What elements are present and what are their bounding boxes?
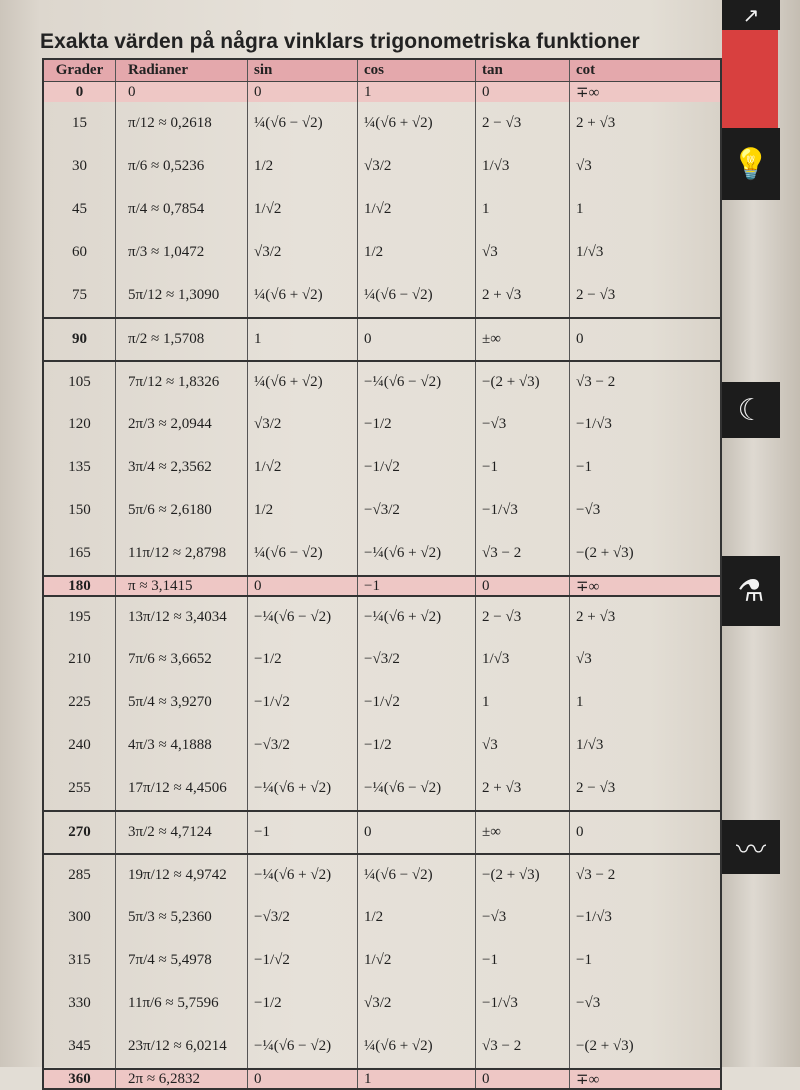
lightbulb-icon: 💡 — [722, 128, 780, 200]
cell-sin: −√3/2 — [248, 896, 358, 939]
header-cot: cot — [576, 62, 596, 78]
cell-sin: −1/√2 — [248, 681, 358, 724]
cell-deg: 180 — [44, 577, 116, 595]
cell-deg: 225 — [44, 681, 116, 724]
cell-cot: −√3 — [576, 995, 601, 1011]
cell-cos: 0 — [358, 319, 476, 360]
cell-cot: √3 − 2 — [576, 374, 616, 390]
table-row — [44, 360, 720, 403]
cell-deg: 360 — [44, 1070, 116, 1088]
cell-sin: ¼(√6 + √2) — [248, 362, 358, 403]
cell-rad: 11π/6 ≈ 5,7596 — [116, 982, 248, 1025]
table-row — [44, 767, 720, 810]
cell-rad: 5π/4 ≈ 3,9270 — [116, 681, 248, 724]
cell-tan: ±∞ — [476, 319, 570, 360]
header-cos: cos — [358, 60, 476, 81]
table-row — [44, 638, 720, 681]
cell-cos: √3/2 — [358, 145, 476, 188]
table-row — [44, 102, 720, 145]
table-row — [44, 489, 720, 532]
header-tan: tan — [476, 60, 570, 81]
cell-sin: 1/2 — [248, 145, 358, 188]
cell-sin: √3/2 — [248, 403, 358, 446]
cell-cot: √3 − 2 — [576, 867, 616, 883]
cell-rad: 7π/12 ≈ 1,8326 — [116, 362, 248, 403]
cell-tan: −√3 — [476, 403, 570, 446]
header-sin: sin — [248, 60, 358, 81]
table-row — [44, 188, 720, 231]
cell-deg: 195 — [44, 597, 116, 638]
cell-rad: 2π/3 ≈ 2,0944 — [116, 403, 248, 446]
cell-sin: √3/2 — [248, 231, 358, 274]
cell-tan: √3 − 2 — [476, 532, 570, 575]
cell-tan: −√3 — [476, 896, 570, 939]
table-row — [44, 595, 720, 638]
cell-rad: 19π/12 ≈ 4,9742 — [116, 855, 248, 896]
header-radians: Radianer — [116, 60, 248, 81]
cell-cos: 0 — [358, 812, 476, 853]
cell-deg: 90 — [44, 319, 116, 360]
cell-cot: −1/√3 — [576, 416, 612, 432]
cell-rad: π/3 ≈ 1,0472 — [116, 231, 248, 274]
cell-sin: −1/√2 — [248, 939, 358, 982]
cell-cos: −1/2 — [358, 403, 476, 446]
cell-tan: 2 + √3 — [476, 767, 570, 810]
table-row — [44, 403, 720, 446]
cell-cot: ∓∞ — [576, 1071, 600, 1088]
table-row — [44, 982, 720, 1025]
cell-cot: −1 — [576, 952, 592, 968]
cell-tan: −(2 + √3) — [476, 855, 570, 896]
cell-rad: 3π/4 ≈ 2,3562 — [116, 446, 248, 489]
cell-rad: 4π/3 ≈ 4,1888 — [116, 724, 248, 767]
cell-sin: ¼(√6 − √2) — [248, 532, 358, 575]
cell-cos: ¼(√6 + √2) — [358, 1025, 476, 1068]
cell-cot: −(2 + √3) — [576, 1038, 634, 1054]
cell-tan: 2 + √3 — [476, 274, 570, 317]
cell-sin: −√3/2 — [248, 724, 358, 767]
cell-cot: √3 — [576, 158, 592, 174]
cell-deg: 345 — [44, 1025, 116, 1068]
cell-cos: ¼(√6 − √2) — [358, 274, 476, 317]
cell-cot: √3 — [576, 651, 592, 667]
cell-deg: 45 — [44, 188, 116, 231]
cell-deg: 240 — [44, 724, 116, 767]
cell-tan: −1/√3 — [476, 489, 570, 532]
cell-cot: −1/√3 — [576, 909, 612, 925]
table-row — [44, 532, 720, 575]
table-row — [44, 446, 720, 489]
cell-rad: 17π/12 ≈ 4,4506 — [116, 767, 248, 810]
cell-sin: 1/√2 — [248, 446, 358, 489]
cell-rad: 5π/3 ≈ 5,2360 — [116, 896, 248, 939]
cell-cos: −¼(√6 + √2) — [358, 532, 476, 575]
cell-cos: −1/2 — [358, 724, 476, 767]
cell-cos: −¼(√6 − √2) — [358, 767, 476, 810]
cell-cot: 2 − √3 — [576, 780, 616, 796]
cell-sin: 0 — [248, 1070, 358, 1088]
table-header-row — [44, 60, 720, 82]
cell-cot: −√3 — [576, 502, 601, 518]
cell-rad: 5π/6 ≈ 2,6180 — [116, 489, 248, 532]
cell-cot: 2 + √3 — [576, 609, 616, 625]
cell-sin: ¼(√6 − √2) — [248, 102, 358, 145]
cell-tan: 2 − √3 — [476, 597, 570, 638]
cell-tan: −1 — [476, 446, 570, 489]
cell-deg: 120 — [44, 403, 116, 446]
cell-sin: −1/2 — [248, 638, 358, 681]
cell-deg: 75 — [44, 274, 116, 317]
cell-tan: 0 — [476, 82, 570, 102]
cell-cos: 1/√2 — [358, 939, 476, 982]
cell-deg: 270 — [44, 812, 116, 853]
cell-cos: −1/√2 — [358, 446, 476, 489]
cell-cot: 2 − √3 — [576, 287, 616, 303]
cell-cot: −(2 + √3) — [576, 545, 634, 561]
cell-sin: 1 — [248, 319, 358, 360]
cell-cos: −¼(√6 − √2) — [358, 362, 476, 403]
cell-tan: 1/√3 — [476, 638, 570, 681]
cell-rad: π/2 ≈ 1,5708 — [116, 319, 248, 360]
fish-icon: 〰 — [722, 820, 780, 874]
cell-deg: 60 — [44, 231, 116, 274]
cell-tan: 0 — [476, 577, 570, 595]
cell-cot: ∓∞ — [576, 84, 600, 101]
cell-deg: 210 — [44, 638, 116, 681]
cell-cot: 0 — [576, 824, 584, 840]
cell-rad: π ≈ 3,1415 — [116, 577, 248, 595]
cell-deg: 255 — [44, 767, 116, 810]
cell-sin: −1 — [248, 812, 358, 853]
cell-rad: 2π ≈ 6,2832 — [116, 1070, 248, 1088]
cell-rad: 0 — [116, 82, 248, 102]
cell-cot: 1 — [576, 694, 584, 710]
cell-rad: 7π/4 ≈ 5,4978 — [116, 939, 248, 982]
cell-cos: √3/2 — [358, 982, 476, 1025]
header-degrees: Grader — [44, 60, 116, 81]
cell-cos: 1/2 — [358, 231, 476, 274]
cell-tan: √3 − 2 — [476, 1025, 570, 1068]
cell-cot: 2 + √3 — [576, 115, 616, 131]
table-row — [44, 1068, 720, 1088]
table-row — [44, 810, 720, 853]
cell-rad: π/6 ≈ 0,5236 — [116, 145, 248, 188]
table-row — [44, 853, 720, 896]
cell-rad: 3π/2 ≈ 4,7124 — [116, 812, 248, 853]
cell-cos: 1 — [358, 1070, 476, 1088]
cell-sin: −¼(√6 − √2) — [248, 1025, 358, 1068]
cell-tan: √3 — [476, 724, 570, 767]
cell-cos: −¼(√6 + √2) — [358, 597, 476, 638]
cell-rad: π/4 ≈ 0,7854 — [116, 188, 248, 231]
table-row — [44, 939, 720, 982]
cell-deg: 300 — [44, 896, 116, 939]
cell-tan: 0 — [476, 1070, 570, 1088]
cell-cos: 1/√2 — [358, 188, 476, 231]
cell-tan: 1/√3 — [476, 145, 570, 188]
cell-cot: 1 — [576, 201, 584, 217]
cell-deg: 135 — [44, 446, 116, 489]
graph-icon: ↗ — [722, 0, 780, 30]
table-row — [44, 231, 720, 274]
cell-cos: 1 — [358, 82, 476, 102]
cell-deg: 330 — [44, 982, 116, 1025]
cell-tan: −(2 + √3) — [476, 362, 570, 403]
table-row — [44, 896, 720, 939]
cell-cos: −1 — [358, 577, 476, 595]
table-row — [44, 82, 720, 102]
cell-sin: −¼(√6 − √2) — [248, 597, 358, 638]
flask-icon: ⚗ — [722, 556, 780, 626]
cell-sin: −1/2 — [248, 982, 358, 1025]
cell-sin: 0 — [248, 82, 358, 102]
table-row — [44, 145, 720, 188]
cell-cos: ¼(√6 + √2) — [358, 102, 476, 145]
cell-sin: −¼(√6 + √2) — [248, 767, 358, 810]
cell-deg: 150 — [44, 489, 116, 532]
cell-tan: 1 — [476, 188, 570, 231]
cell-rad: 11π/12 ≈ 2,8798 — [116, 532, 248, 575]
cell-deg: 315 — [44, 939, 116, 982]
cell-rad: 7π/6 ≈ 3,6652 — [116, 638, 248, 681]
cell-rad: π/12 ≈ 0,2618 — [116, 102, 248, 145]
trig-values-table — [42, 58, 722, 1090]
cell-cos: −√3/2 — [358, 489, 476, 532]
cell-rad: 5π/12 ≈ 1,3090 — [116, 274, 248, 317]
cell-tan: −1 — [476, 939, 570, 982]
table-row — [44, 681, 720, 724]
cell-deg: 15 — [44, 102, 116, 145]
cell-deg: 105 — [44, 362, 116, 403]
stars-moon-icon: ☾ — [722, 382, 780, 438]
cell-tan: √3 — [476, 231, 570, 274]
cell-sin: ¼(√6 + √2) — [248, 274, 358, 317]
cell-cot: −1 — [576, 459, 592, 475]
cell-tan: −1/√3 — [476, 982, 570, 1025]
cell-cot: 0 — [576, 331, 584, 347]
cell-deg: 30 — [44, 145, 116, 188]
cell-sin: 0 — [248, 577, 358, 595]
table-row — [44, 274, 720, 317]
cell-sin: −¼(√6 + √2) — [248, 855, 358, 896]
cell-rad: 23π/12 ≈ 6,0214 — [116, 1025, 248, 1068]
cell-tan: 2 − √3 — [476, 102, 570, 145]
cell-sin: 1/√2 — [248, 188, 358, 231]
cell-cos: −1/√2 — [358, 681, 476, 724]
cell-cos: ¼(√6 − √2) — [358, 855, 476, 896]
table-row — [44, 575, 720, 595]
cell-cos: 1/2 — [358, 896, 476, 939]
table-body — [44, 82, 720, 1088]
cell-cot: 1/√3 — [576, 244, 604, 260]
cell-deg: 285 — [44, 855, 116, 896]
cell-cot: 1/√3 — [576, 737, 604, 753]
cell-cot: ∓∞ — [576, 578, 600, 595]
cell-deg: 0 — [44, 82, 116, 102]
cell-tan: 1 — [476, 681, 570, 724]
table-row — [44, 724, 720, 767]
table-row — [44, 1025, 720, 1068]
cell-sin: 1/2 — [248, 489, 358, 532]
cell-cos: −√3/2 — [358, 638, 476, 681]
table-row — [44, 317, 720, 360]
cell-rad: 13π/12 ≈ 3,4034 — [116, 597, 248, 638]
page-title: Exakta värden på några vinklars trigonometriska funktioner — [40, 30, 640, 53]
cell-deg: 165 — [44, 532, 116, 575]
cell-tan: ±∞ — [476, 812, 570, 853]
